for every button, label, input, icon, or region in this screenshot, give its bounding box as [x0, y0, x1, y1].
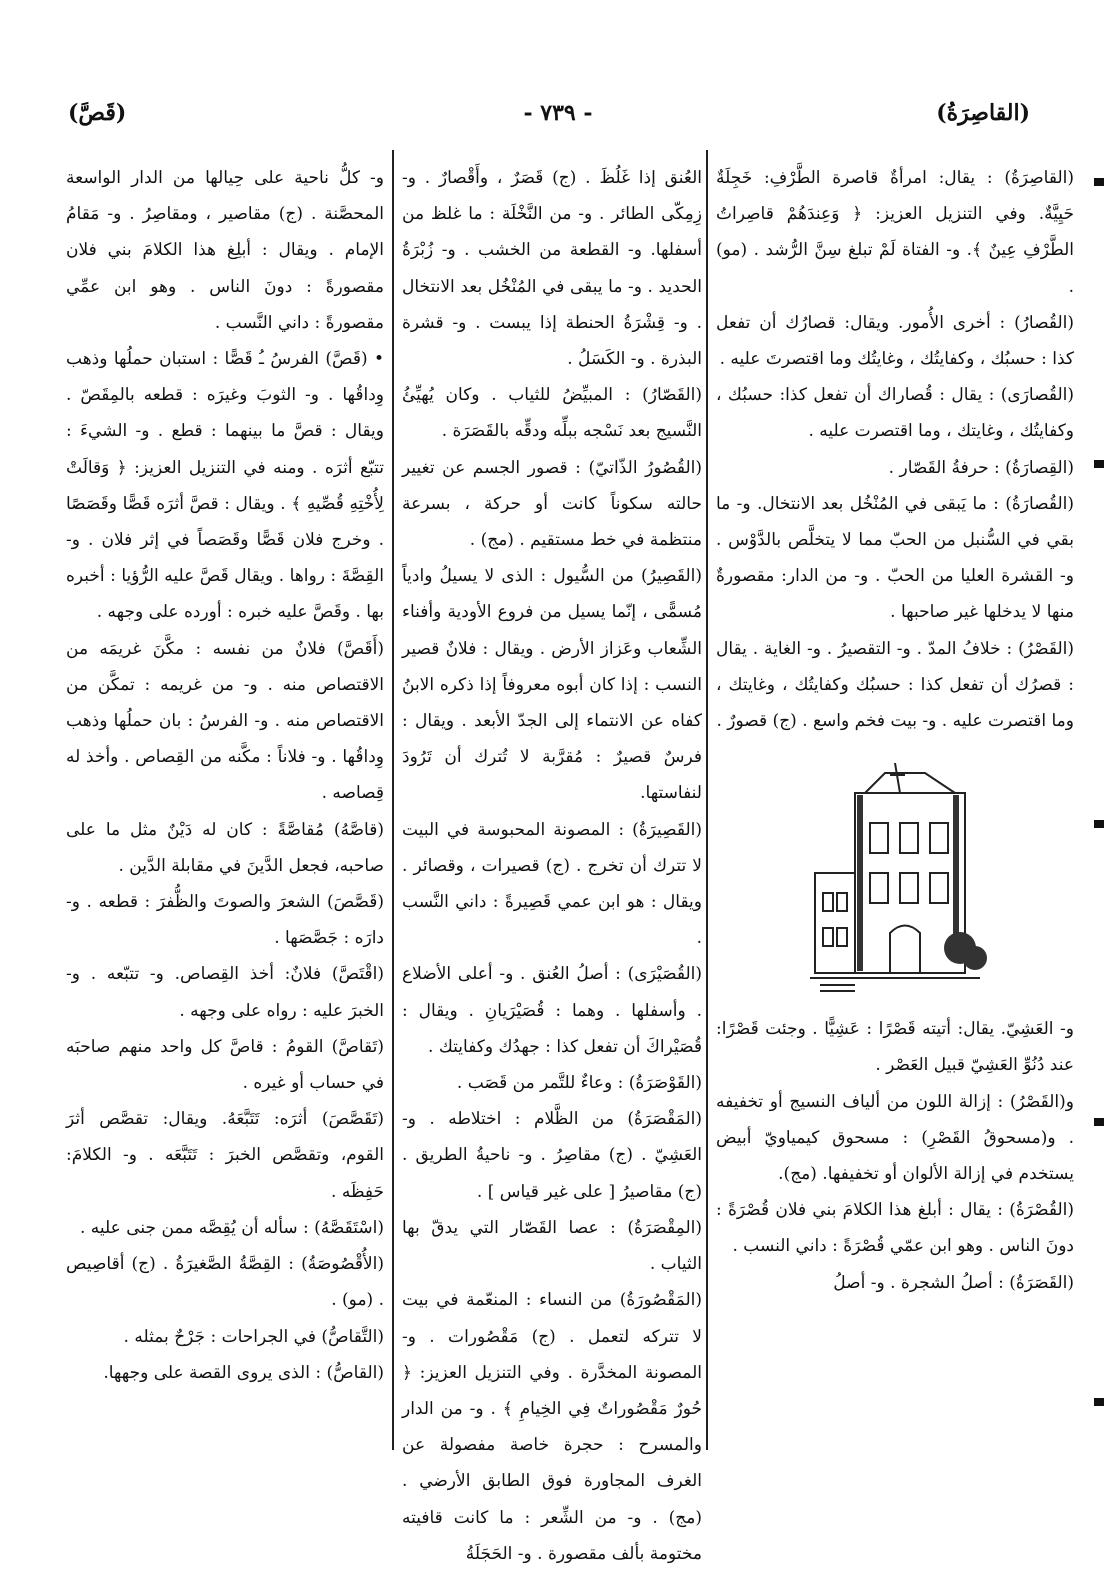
margin-mark	[1094, 178, 1104, 186]
header-entry-left: (قَصَّ)	[68, 100, 127, 126]
dictionary-entry: و(القَصْرُ) : إزالة اللون من ألياف النسيج أو تخفيفه . و(مسحوقُ القَصْرِ) : مسحوق كيمياويّ أبيض يستخدم في إزالة الألوان أو تخفيفها. (مج).	[716, 1091, 1074, 1185]
column-middle	[402, 160, 702, 1564]
castle-illustration	[795, 753, 995, 1003]
dictionary-entry: (تَقاصَّ) القومُ : قاصَّ كل واحد منهم صاحبَه في حساب أو غيره .	[66, 1036, 384, 1094]
dictionary-entry: (الأُقْصُوصَةُ) : القِصَّةُ الصَّغيرَةُ . (ج) أقاصِيص . (مو) .	[66, 1254, 384, 1311]
dictionary-entry: (المَقْصُورَةُ) من النساء : المنعّمة في بيت لا تتركه لتعمل . (ج) مَقْصُورات . و- المصونة المخدَّرة . وفي التنزيل العزيز: ﴿ حُورٌ مَقْصُوراتٌ فِي الخِيامِ ﴾ . و- من الدار والمسرح : حجرة خاصة مفصولة عن الغرف المجاورة فوق الطابق الأرضي . (مج) . و- من الشِّعر : ما كانت قافيته مختومة بألف مقصورة . و- الحَجَلَةُ	[402, 1290, 702, 1564]
dictionary-entry: (تَقَصَّصَ) أثرَه: تَتَبَّعَهُ. ويقال: تقصَّص أثرَ القوم، وتقصَّص الخبرَ : تَتَبَّعَه . و- الكلامَ: حَفِظَه .	[66, 1109, 384, 1202]
margin-mark	[1094, 1118, 1104, 1126]
dictionary-entry: (القاصُّ) : الذى يروى القصة على وجهها.	[103, 1362, 384, 1383]
header-entry-right: (القاصِرَةُ)	[936, 100, 1030, 126]
castle-drawing	[795, 753, 995, 1003]
dictionary-entry: (القَوْصَرَةُ) : وعاءٌ للتَّمر من قَصَب .	[456, 1073, 702, 1094]
dictionary-entry: (القَصِيرُ) من السُّيول : الذى لا يسيلُ وادياً مُسمًّى ، إنّما يسيل من فروع الأودية وأفناء الشِّعاب وعَزاز الأرض . ويقال : فلانٌ قصير النسب : إذا كان أبوه معروفاً إذا ذكره الابنُ كفاه عن الانتماء إلى الجدّ الأبعد . ويقال : فرسٌ قصيرٌ : مُقرَّبة لا تُترك أن تَرُودَ لنفاستها.	[402, 566, 702, 804]
margin-mark	[1094, 1398, 1104, 1406]
dictionary-entry: (القُصارَى) : يقال : قُصاراك أن تفعل كذا: حسبُك ، وكفايتُك ، وغايتك ، وما اقتصرت عليه .	[716, 385, 1074, 442]
dictionary-entry: (التَّقاصُّ) في الجراحات : جَرْحٌ بمثله .	[123, 1326, 384, 1347]
column-right	[716, 160, 1074, 1460]
column-divider	[392, 150, 394, 1450]
column-left	[66, 160, 384, 1460]
dictionary-entry: (القُصْرَةُ) : يقال : أبلغ هذا الكلامَ بني فلان قُصْرَةً : دونَ الناس . وهو ابن عمّي قُصْرَةً : داني النسب .	[716, 1200, 1074, 1257]
dictionary-entry: (اقْتَصَّ) فلانٌ: أخذ القِصاص. و- تتبّعه . و- الخبرَ عليه : رواه على وجهه .	[66, 964, 384, 1021]
dictionary-entry: (القَصِيرَةُ) : المصونة المحبوسة في البيت لا تترك أن تخرج . (ج) قصيرات ، وقصائر . ويقال : هو ابن عمي قَصِيرةً : داني النَّسب .	[402, 819, 702, 949]
column-divider	[706, 150, 708, 1450]
dictionary-entry: (المَقْصَرَةُ) من الظَّلام : اختلاطه . و- العَشِيّ . (ج) مقاصِرُ . و- ناحيةُ الطريق . (ج) مقاصيرُ [ على غير قياس ] .	[402, 1109, 702, 1202]
dictionary-entry: (القُصَيْرَى) : أصلُ العُنق . و- أعلى الأضلاع . وأسفلها . وهما : قُصَيْرَيانِ . ويقال : قُصَيْراكَ أن تفعل كذا : جهدُك وكفايتك .	[402, 964, 702, 1057]
dictionary-entry: (القِصارَةُ) : حرفةُ القَصّار .	[888, 457, 1074, 478]
dictionary-entry: (قَصَّصَ) الشعرَ والصوتَ والظُّفرَ : قطعه . و- دارَه : جَصَّصَها .	[66, 892, 384, 949]
dictionary-entry: (القَصّارُ) : المبيِّضُ للثياب . وكان يُهيِّئُ النَّسيج بعد نَسْجه ببلِّه ودقِّه بالقَصَرَة .	[402, 385, 702, 442]
page-header	[58, 96, 1058, 136]
margin-mark	[1094, 460, 1104, 468]
page-number: - ٧٣٩ -	[523, 100, 593, 126]
dictionary-entry: و- كلُّ ناحية على حِيالها من الدار الواسعة المحصَّنة . (ج) مقاصير ، ومقاصِرُ . و- مَقامُ الإمام . ويقال : أبلِغ هذا الكلامَ بني فلان مقصورةً : دونَ الناس . وهو ابن عمِّي مقصورةً : داني النَّسب .	[66, 168, 384, 333]
dictionary-entry: (القُصارُ) : أخرى الأُمور. ويقال: قصارُك أن تفعل كذا : حسبُك ، وكفايتُك ، وغايتُك وما اقتصرتَ عليه .	[716, 312, 1074, 370]
dictionary-entry: (المِقْصَرَةُ) : عصا القَصّار التي يدقّ بها الثياب .	[402, 1217, 702, 1275]
dictionary-entry: (القُصارَةُ) : ما يَبقى في المُنْخُل بعد الانتخال. و- ما بقي في السُّنبل من الحبّ مما لا يتخلَّص بالدَّوْس . و- القشرة العليا من الحبّ . و- من الدار: مقصورةٌ منها لا يدخلها غير صاحبها .	[716, 493, 1074, 623]
dictionary-entry: • (قَصَّ) الفرسُ ـُ قَصًّا : استبان حملُها وذهب وِداقُها . و- الثوبَ وغيرَه : قطعه بالمِقَصّ . ويقال : قصَّ ما بينهما : قطع . و- الشيءَ : تتبّع أثرَه . ومنه في التنزيل العزيز: ﴿ وَقالَتْ لِأُخْتِهِ قُصِّيهِ ﴾ . ويقال : قصَّ أثرَه قَصًّا وقَصَصًا . وخرج فلان قَصًّا وقَصَصاً في إثر فلان . و- القِصَّةَ : رواها . ويقال قَصَّ عليه الرُّؤيا : أخبره بها . وقَصَّ عليه خبره : أورده على وجهه .	[66, 349, 384, 623]
dictionary-entry: (القَصَرَةُ) : أصلُ الشجرة . و- أصلُ	[833, 1272, 1074, 1293]
dictionary-entry: و- العَشِيّ. يقال: أتيته قَصْرًا : عَشِيًّا . وجئت قَصْرًا: عند دُنُوِّ العَشِيّ قبيل العَصْر .	[716, 1019, 1074, 1076]
dictionary-entry: (القُصُورُ الذّاتيّ) : قصور الجسم عن تغيير حالته سكوناً كانت أو حركة ، بسرعة منتظمة في خط مستقيم . (مج) .	[402, 457, 702, 551]
dictionary-entry: (قاصَّهُ) مُقاصَّةً : كان له دَيْنٌ مثل ما على صاحبه، فجعل الدَّينَ في مقابلة الدَّين .	[66, 819, 384, 876]
dictionary-entry: العُنق إذا غَلُظَ . (ج) قَصَرٌ ، وأَقْصارٌ . و- زِمِكّى الطائر . و- من النَّخْلَة : ما غلظ من أسفلها. و- القطعة من الخشب . و- زُبْرَةُ الحديد . و- ما يبقى في المُنْخُل بعد الانتخال . و- قِشْرَةُ الحنطة إذا يبست . و- قشرة البذرة . و- الكَسَلُ .	[402, 168, 702, 370]
dictionary-entry: (اسْتَقَصَّهُ) : سأله أن يُقِصَّه ممن جنى عليه .	[80, 1217, 384, 1238]
dictionary-entry: (القاصِرَةُ) : يقال: امرأةٌ قاصرة الطَّرْفِ: خَجِلَةٌ حَيِيَّةٌ. وفي التنزيل العزيز: ﴿ وَعِندَهُمْ قاصِراتُ الطَّرْفِ عِينٌ ﴾. و- الفتاة لَمْ تبلغ سِنَّ الرُّشد . (مو) .	[716, 168, 1074, 297]
dictionary-entry: (القَصْرُ) : خلافُ المدّ . و- التقصيرُ . و- الغاية . يقال : قصرُك أن تفعل كذا : حسبُك وكفايتُك ، وغايتك ، وما اقتصرت عليه . و- بيت فخم واسع . (ج) قصورٌ .	[716, 638, 1074, 732]
dictionary-entry: (أَقَصَّ) فلانٌ من نفسه : مكَّنَ غريمَه من الاقتصاص منه . و- من غريمه : تمكَّن من الاقتصاص منه . و- الفرسُ : بان حملُها وذهب وِداقُها . و- فلاناً : مكَّنه من القِصاص . وأخذ له قِصاصه .	[66, 638, 384, 804]
margin-mark	[1094, 820, 1104, 828]
